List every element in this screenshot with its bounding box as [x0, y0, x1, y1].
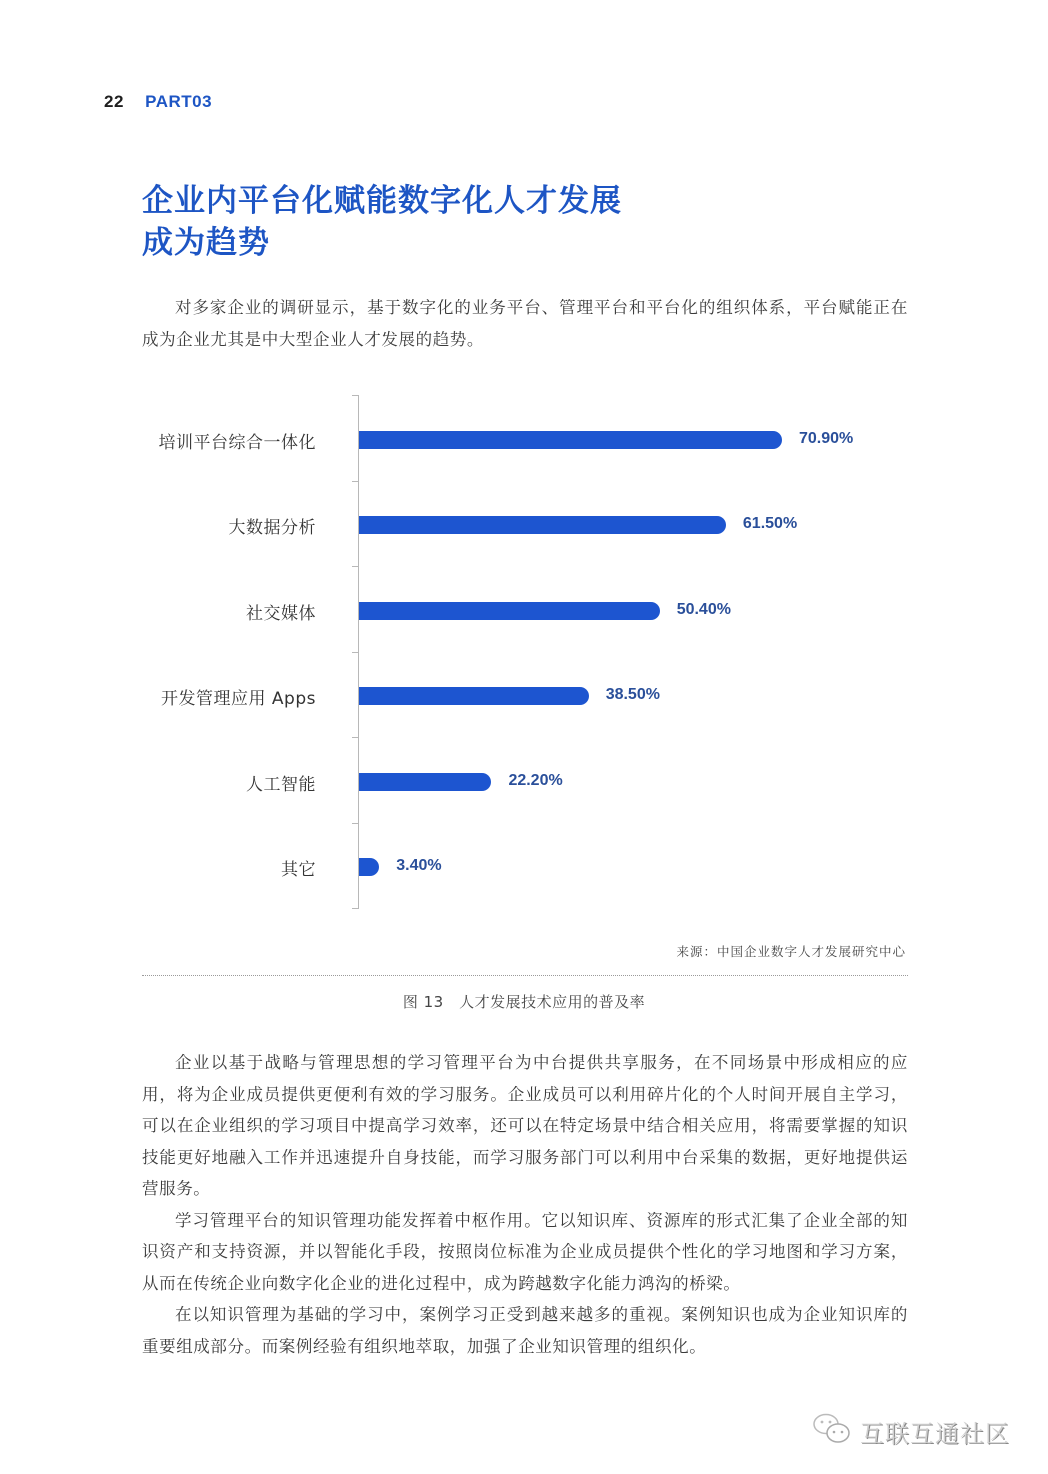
chart-row	[0, 516, 1048, 536]
y-axis-line	[358, 395, 359, 909]
data-bar	[359, 687, 589, 705]
value-label: 70.90%	[799, 430, 854, 447]
data-bar	[359, 431, 782, 449]
axis-tick	[352, 481, 358, 482]
chart-source: 来源：中国企业数字人才发展研究中心	[676, 944, 906, 959]
data-bar	[359, 516, 726, 534]
value-label: 61.50%	[742, 515, 798, 532]
wechat-icon	[812, 1412, 852, 1450]
chart-row	[0, 602, 1048, 622]
category-label: 其它	[281, 860, 316, 880]
axis-tick	[352, 737, 358, 738]
value-label: 50.40%	[676, 601, 731, 618]
axis-tick	[352, 908, 358, 909]
axis-tick	[352, 823, 358, 824]
figure-caption: 图 13 人才发展技术应用的普及率	[402, 993, 646, 1011]
category-label: 大数据分析	[228, 518, 316, 538]
category-label: 人工智能	[246, 775, 316, 795]
title-line-1: 企业内平台化赋能数字化人才发展	[142, 183, 622, 219]
watermark	[812, 1412, 1010, 1450]
axis-tick	[352, 395, 358, 396]
page-number: 22	[104, 92, 124, 111]
data-bar	[359, 773, 491, 791]
axis-tick	[352, 566, 358, 567]
chart-row	[0, 687, 1048, 707]
section-label: PART03	[145, 92, 213, 111]
body-text	[142, 1047, 908, 1362]
body-paragraph: 在以知识管理为基础的学习中，案例学习正受到越来越多的重视。案例知识也成为企业知识库的重要组成部分。而案例经验有组织地萃取，加强了企业知识管理的组织化。	[142, 1305, 908, 1356]
value-label: 22.20%	[508, 772, 563, 789]
chart-row	[0, 858, 1048, 878]
data-bar	[359, 602, 660, 620]
intro-text: 对多家企业的调研显示，基于数字化的业务平台、管理平台和平台化的组织体系，平台赋能正在成为企业尤其是中大型企业人才发展的趋势。	[142, 298, 908, 349]
page-header	[104, 92, 212, 112]
category-label: 社交媒体	[246, 604, 316, 624]
chart-row	[0, 773, 1048, 793]
title-line-2: 成为趋势	[142, 225, 270, 261]
bar-chart	[0, 395, 1048, 915]
data-bar	[359, 858, 379, 876]
body-paragraph: 企业以基于战略与管理思想的学习管理平台为中台提供共享服务，在不同场景中形成相应的应用，将为企业成员提供更便利有效的学习服务。企业成员可以利用碎片化的个人时间开展自主学习，可以在企业组织的学习项目中提高学习效率，还可以在特定场景中结合相关应用，将需要掌握的知识技能更好地融入工作并迅速提升自身技能，而学习服务部门可以利用中台采集的数据，更好地提供运营服务。	[142, 1053, 908, 1198]
value-label: 38.50%	[605, 686, 660, 703]
body-paragraph: 学习管理平台的知识管理功能发挥着中枢作用。它以知识库、资源库的形式汇集了企业全部的知识资产和支持资源，并以智能化手段，按照岗位标准为企业成员提供个性化的学习地图和学习方案，从而在传统企业向数字化企业的进化过程中，成为跨越数字化能力鸿沟的桥梁。	[142, 1210, 908, 1293]
axis-tick	[352, 652, 358, 653]
chart-row	[0, 431, 1048, 451]
watermark-text: 互联互通社区	[860, 1419, 1010, 1448]
category-label: 开发管理应用 Apps	[161, 689, 316, 709]
page-title	[142, 180, 622, 264]
category-label: 培训平台综合一体化	[158, 433, 316, 453]
dotted-divider	[142, 975, 908, 976]
intro-paragraph	[142, 292, 908, 355]
value-label: 3.40%	[396, 857, 442, 874]
